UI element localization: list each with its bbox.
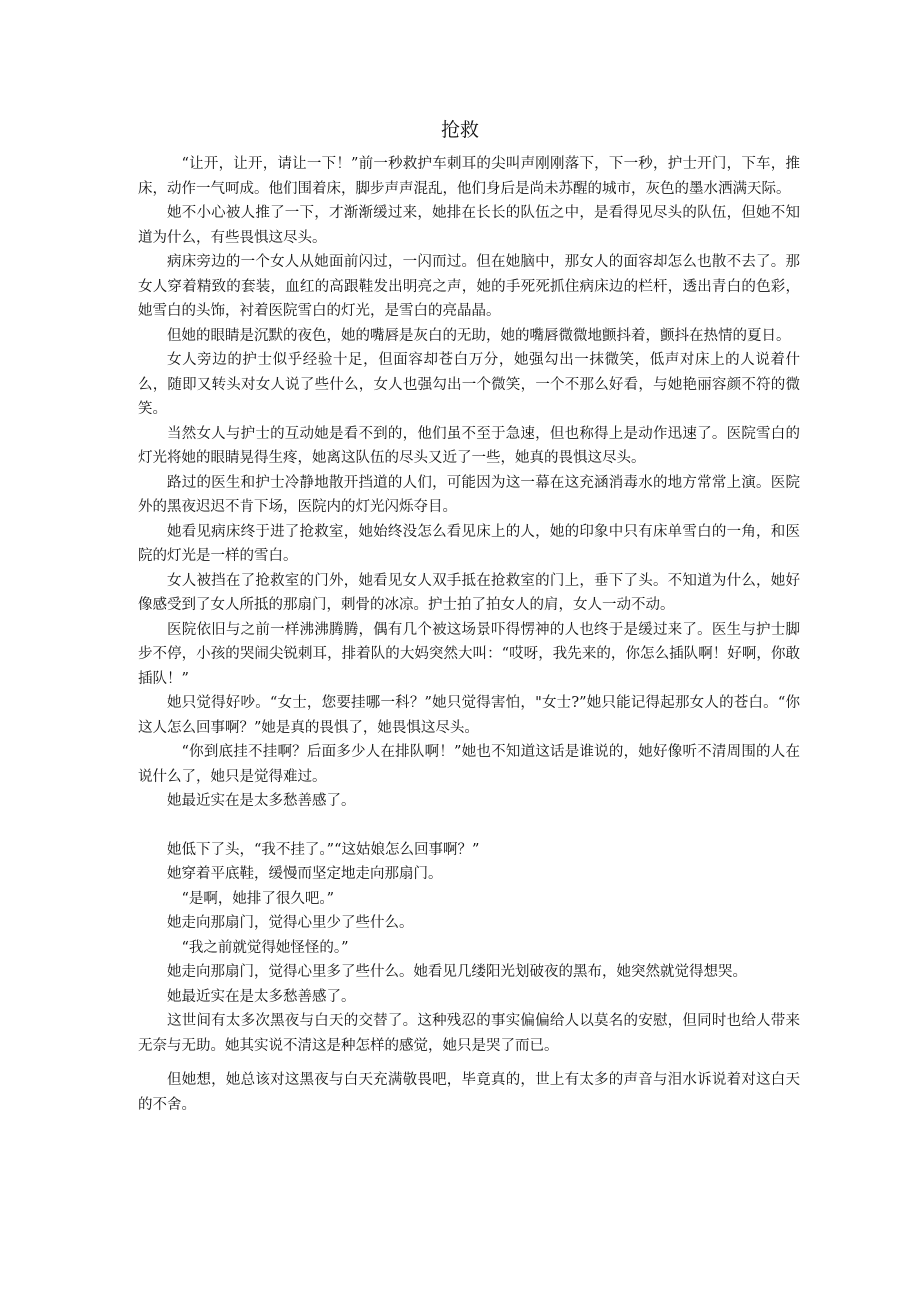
paragraph: 当然女人与护士的互动她是看不到的，他们虽不至于急速，但也称得上是动作迅速了。医院雪白的灯光将她的眼睛晃得生疼，她离这队伍的尽头又近了一些，她真的畏惧这尽头。 xyxy=(138,425,800,466)
paragraph: 她最近实在是太多愁善感了。 xyxy=(167,988,356,1005)
paragraph: 她走向那扇门，觉得心里多了些什么。她看见几缕阳光划破夜的黑布，她突然就觉得想哭。 xyxy=(167,964,747,980)
paragraph: “我之前就觉得她怪怪的。” xyxy=(181,939,349,956)
paragraph-gap xyxy=(138,814,800,838)
paragraph: 女人旁边的护士似乎经验十足，但面容却苍白万分，她强勾出一抹微笑，低声对床上的人说着什么，随即又转头对女人说了些什么，女人也强勾出一个微笑，一个不那么好看，与她艳丽容颜不符的微笑。 xyxy=(138,352,800,417)
document-title: 抢救 xyxy=(440,119,479,141)
paragraph: 但她想，她总该对这黑夜与白天充满敬畏吧，毕竟真的，世上有太多的声音与泪水诉说着对这白天的不舍。 xyxy=(138,1072,800,1113)
paragraph: 她只觉得好吵。“女士，您要挂哪一科？”她只觉得害怕，"女士?”她只能记得起那女人的苍白。“你这人怎么回事啊？”她是真的畏惧了，她畏惧这尽头。 xyxy=(138,695,800,736)
paragraph: “是啊，她排了很久吧。” xyxy=(181,890,335,907)
paragraph: 她走向那扇门，觉得心里少了些什么。 xyxy=(167,915,414,931)
paragraph: “你到底挂不挂啊？后面多少人在排队啊！”她也不知道这话是谁说的，她好像听不清周围的人在说什么了，她只是觉得难过。 xyxy=(138,744,800,785)
paragraph: 她最近实在是太多愁善感了。 xyxy=(167,793,356,809)
paragraph-gap xyxy=(138,1058,800,1068)
paragraph: 她低下了头，“我不挂了。”“这姑娘怎么回事啊？” xyxy=(167,841,480,858)
document-body xyxy=(138,152,800,1117)
paragraph: 这世间有太多次黑夜与白天的交替了。这种残忍的事实偏偏给人以莫名的安慰，但同时也给人带来无奈与无助。她其实说不清这是种怎样的感觉，她只是哭了而已。 xyxy=(138,1013,800,1054)
paragraph: “让开，让开，请让一下！”前一秒救护车刺耳的尖叫声刚刚落下，下一秒，护士开门，下车，推床，动作一气呵成。他们围着床，脚步声声混乱，他们身后是尚未苏醒的城市，灰色的墨水洒满天际。 xyxy=(138,156,800,197)
paragraph: 她看见病床终于进了抢救室，她始终没怎么看见床上的人，她的印象中只有床单雪白的一角，和医院的灯光是一样的雪白。 xyxy=(138,523,800,564)
paragraph: 她不小心被人推了一下，才渐渐缓过来，她排在长长的队伍之中，是看得见尽头的队伍，但她不知道为什么，有些畏惧这尽头。 xyxy=(138,205,800,246)
paragraph: 但她的眼睛是沉默的夜色，她的嘴唇是灰白的无助，她的嘴唇微微地颤抖着，颤抖在热情的夏日。 xyxy=(167,327,791,344)
paragraph: 路过的医生和护士冷静地散开挡道的人们，可能因为这一幕在这充涵消毒水的地方常常上演。医院外的黑夜迟迟不肯下场，医院内的灯光闪烁夺目。 xyxy=(138,474,800,515)
paragraph: 医院依旧与之前一样沸沸腾腾，偶有几个被这场景吓得愣神的人也终于是缓过来了。医生与护士脚步不停，小孩的哭闹尖锐刺耳，排着队的大妈突然大叫：“哎呀，我先来的，你怎么插队啊！好啊，你敢插队！” xyxy=(138,621,800,687)
paragraph: 她穿着平底鞋，缓慢而坚定地走向那扇门。 xyxy=(167,866,443,882)
paragraph: 病床旁边的一个女人从她面前闪过，一闪而过。但在她脑中，那女人的面容却怎么也散不去了。那女人穿着精致的套装，血红的高跟鞋发出明亮之声，她的手死死抓住病床边的栏杆，透出青白的色彩，她雪白的头饰，衬着医院雪白的灯光，是雪白的亮晶晶。 xyxy=(138,254,800,319)
paragraph: 女人被挡在了抢救室的门外，她看见女人双手抵在抢救室的门上，垂下了头。不知道为什么，她好像感受到了女人所抵的那扇门，刺骨的冰凉。护士拍了拍女人的肩，女人一动不动。 xyxy=(138,572,800,613)
